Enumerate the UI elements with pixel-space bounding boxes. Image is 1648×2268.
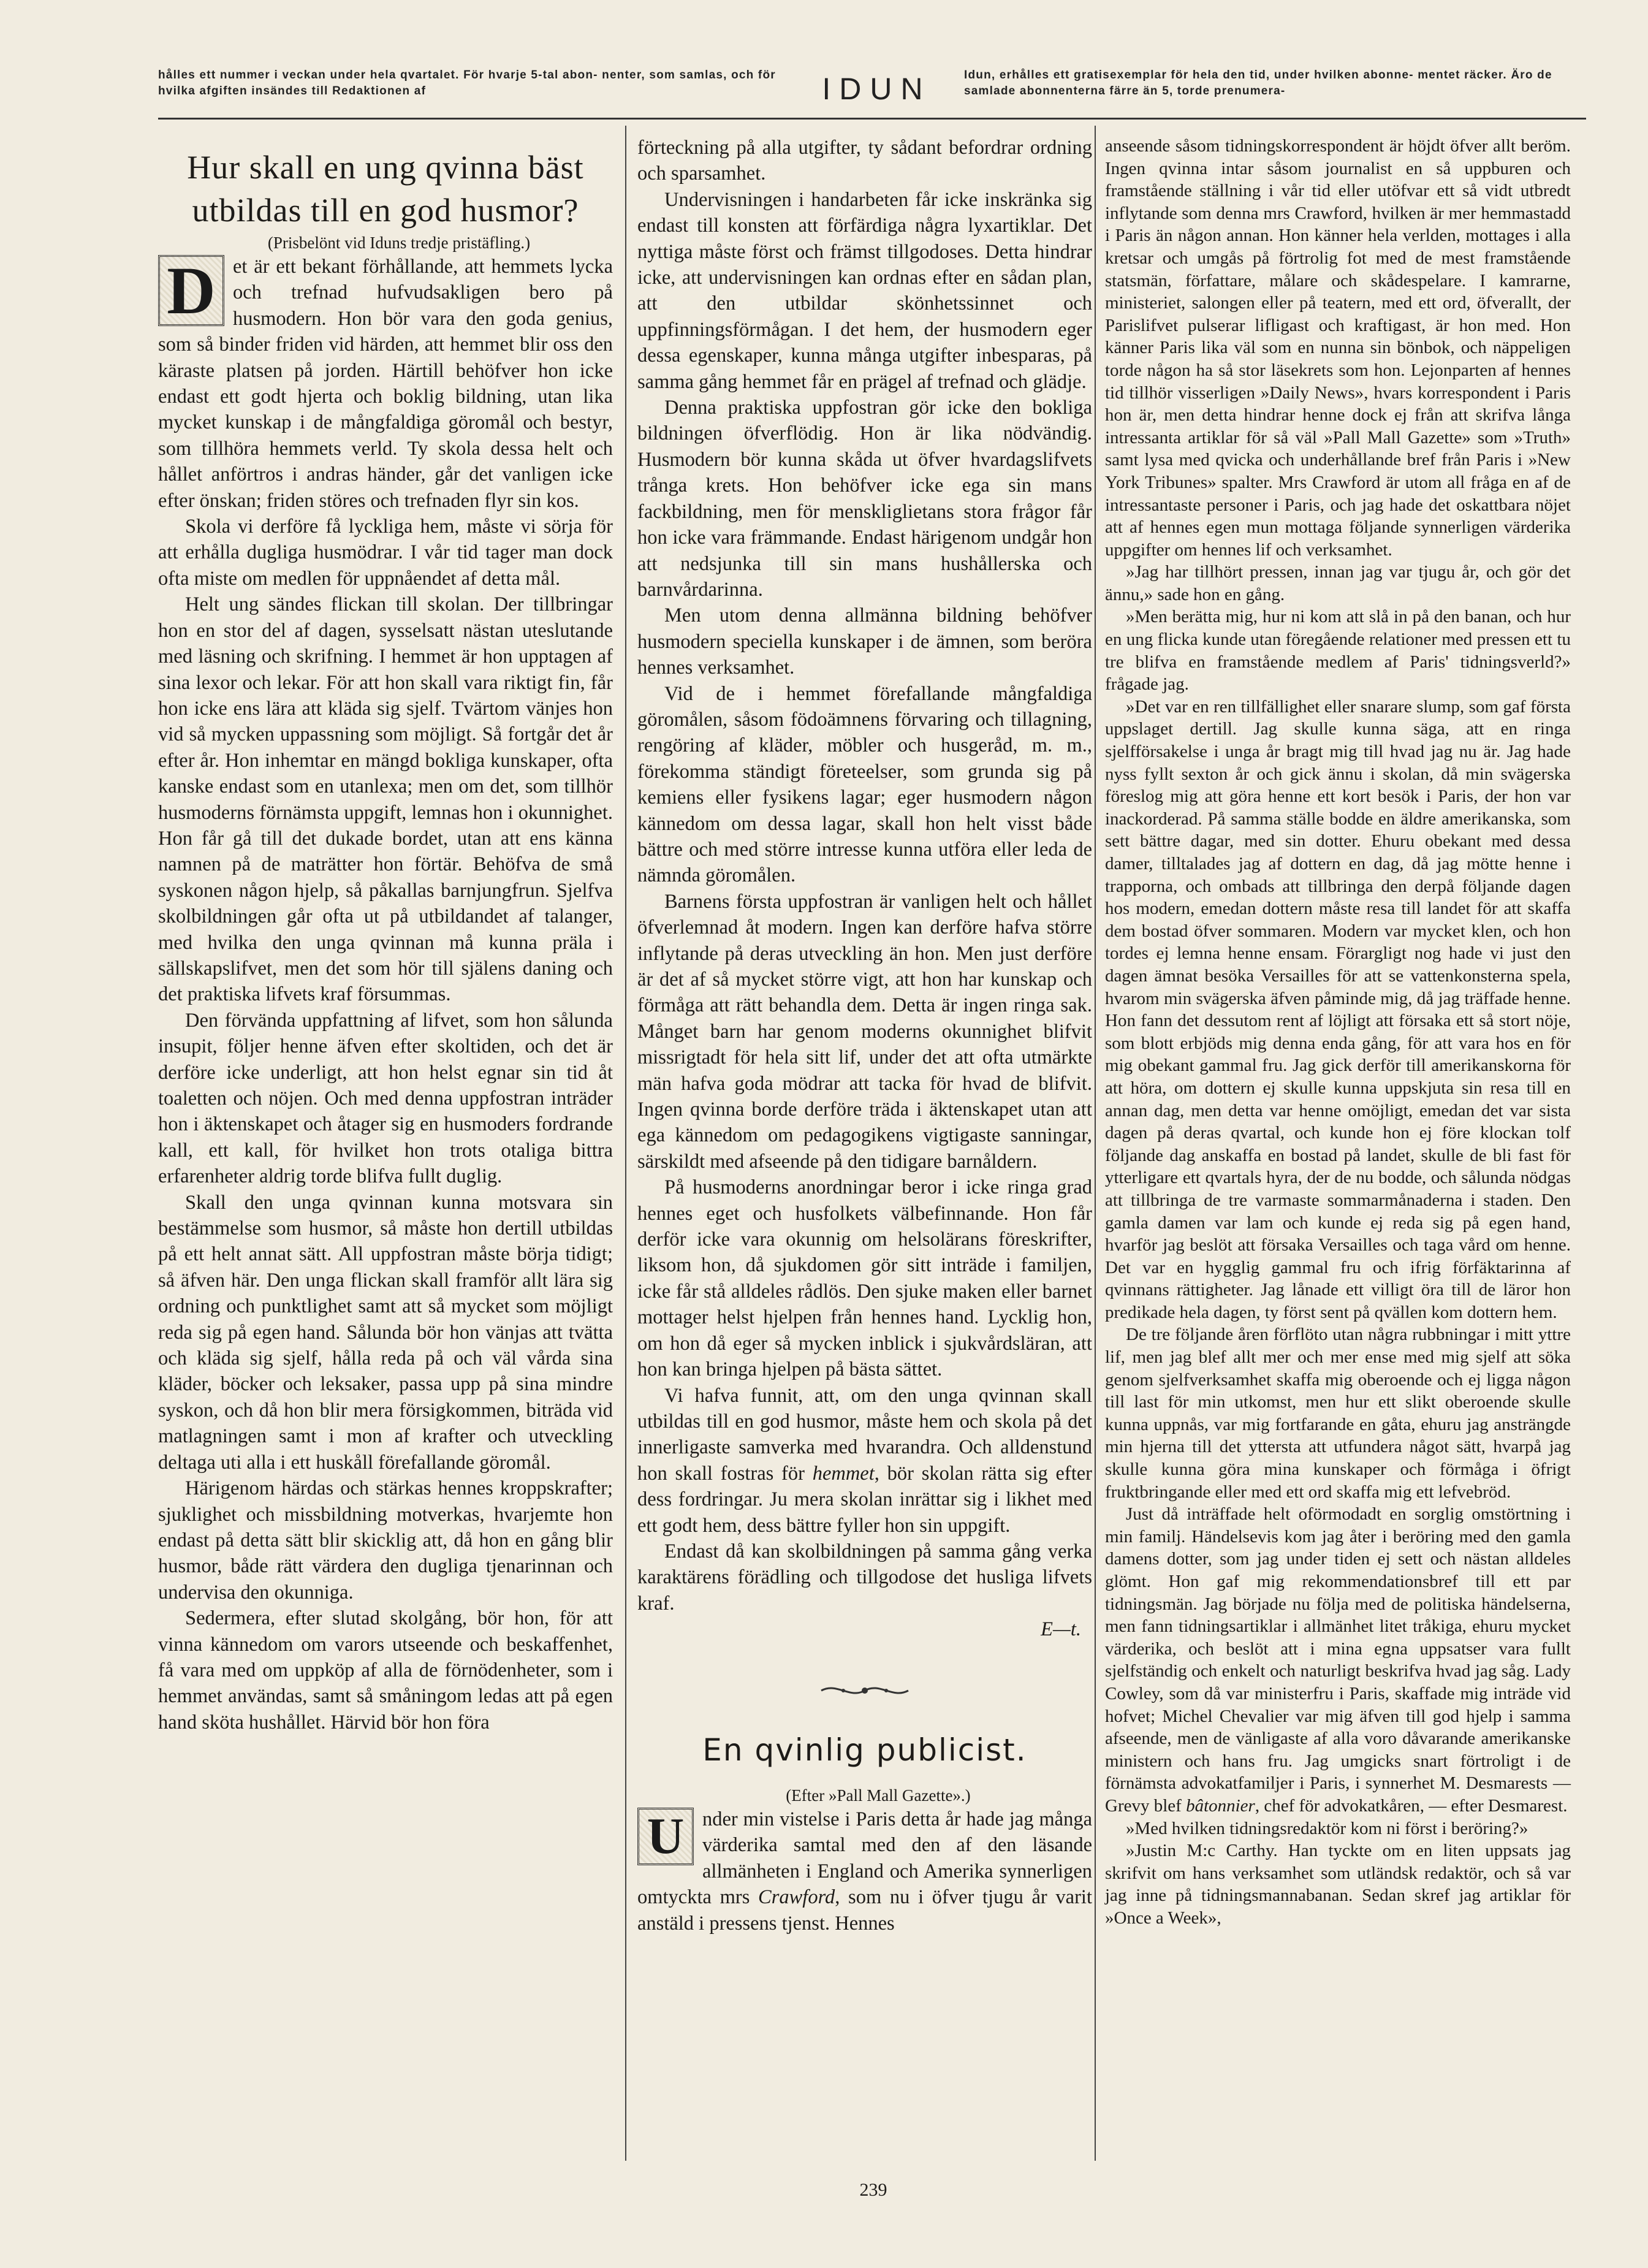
masthead: IDUN xyxy=(822,72,932,106)
flourish-icon xyxy=(819,1681,911,1700)
paragraph-text: nder min vistelse i Paris detta år hade jag många värderika samtal med den af den läsande allmänheten i England och Amerika synnerligen omtyckta mrs xyxy=(637,1808,1092,1909)
paragraph: Denna praktiska uppfostran gör icke den bokliga bildningen öfverflödig. Hon är lika nödvändig. Husmodern bör kunna skåda ut öfver hvardagslifvets trånga krets. Hon behöfver icke ega sin mans fackbildning, men för menskliglietans stora frågor får hon icke vara främmande. Endast härigenom undgår hon att nedsjunka till sin mans hushållerska och barnvårdarinna. xyxy=(637,397,1092,601)
column-divider xyxy=(1095,126,1096,2161)
column-3 xyxy=(1105,135,1571,1930)
paragraph: Skola vi derföre få lyckliga hem, måste vi sörja för att erhålla dugliga husmödrar. I vår tid tager man dock ofta miste om medlen för uppnåendet af detta mål. xyxy=(158,516,613,590)
dropcap-letter: U xyxy=(647,1807,685,1865)
paragraph: »Jag har tillhört pressen, innan jag var tjugu år, och gör det ännu,» sade hon en gång. xyxy=(1105,562,1571,604)
dropcap-ornament xyxy=(637,1808,694,1865)
paragraph: »Men berätta mig, hur ni kom att slå in på den banan, och hur en ung flicka kunde utan föregående relationer med pressen ett tu tre blifva en framstående medlem af Paris' tidningsverld?» frågade jag. xyxy=(1105,607,1571,694)
paragraph-text: , som nu i öfver tjugu år varit anstäld i pressens tjenst. Hennes xyxy=(637,1886,1092,1935)
paragraph xyxy=(1105,1503,1571,1817)
paragraph: Endast då kan skolbildningen på samma gång verka karaktärens förädling och tillgodose det husliga lifvets kraf. xyxy=(637,1540,1092,1615)
header-left-text: hålles ett nummer i veckan under hela qvartalet. För hvarje 5-tal abon- nenter, som samlas, och för hvilka afgiften insändes till Redaktionen af xyxy=(158,69,776,97)
paragraph: De tre följande åren förflöto utan några rubbningar i mitt yttre lif, men jag blef allt mer och mer ense med mig sjelf att söka genom sjelfverksamhet skaffa mig oberoende och ej ligga någon till last för min utkomst, men hur ett slikt oberoende skulle kunna uppnås, var mig fortfarande en gåta, ehuru jag ansträngde min hjerna till det yttersta att utfundera något sätt, hvarpå jag skulle kunna göra mina kunskaper och förmåga i öfrigt fruktbringande eller med ett ord skaffa mig ett lefvebröd. xyxy=(1105,1325,1571,1502)
paragraph: Undervisningen i handarbeten får icke inskränka sig endast till konsten att förfärdiga några lyxartiklar. Det nyttiga måste först och främst tillgodoses. Detta hindrar icke, att undervisningen kan ordnas efter en sådan plan, att den utbildar skönhetssinnet och uppfinningsförmågan. I det hem, der husmodern eger dessa egenskaper, kunna många utgifter inbesparas, på samma gång hemmet får en prägel af trefnad och glädje. xyxy=(637,188,1092,393)
paragraph xyxy=(158,254,613,514)
author-signature: E—t. xyxy=(1041,1618,1081,1641)
emphasis-text: bâtonnier xyxy=(1186,1795,1255,1816)
paragraph-text: Just då inträffade helt oförmodadt en sorglig omstörtning i min familj. Händelsevis kom jag åter i beröring med den gamla damens dotter, som jag under tiden ej sett och nästan alldeles glömt. Hon gaf mig rekommendationsbref till ett par tidningsmän. Jag började nu följa med de politiska händelserna, men fann tidningsartiklar i allmänhet litet tråkiga, ehuru mycket värderika, och beslöt att i mina egna uppsatser vara fullt sjelfständig och enkelt och naturligt beskrifva hvad jag såg. Lady Cowley, som då var ministerfru i Paris, skaffade mig inträde vid hofvet; Michel Chevalier var mig äfven till god hjelp i samma afseende, men de vänligaste af alla voro dåvarande amerikanske ministern och hans fru. Jag umgicks snart förtroligt i de förnämsta advokatfamiljer i Paris, i synnerhet M. Desmarests — Grevy blef xyxy=(1105,1504,1571,1816)
column-divider xyxy=(625,126,626,2161)
dropcap-ornament xyxy=(158,255,224,326)
paragraph: »Justin M:c Carthy. Han tyckte om en liten uppsats jag skrifvit om hans verksamhet som utländsk redaktör, och så var jag inne på tidningsmannabanan. Sedan skref jag artiklar för »Once a Week», xyxy=(1105,1841,1571,1928)
article-subtitle: (Prisbelönt vid Iduns tredje pristäfling.) xyxy=(267,234,531,252)
paragraph: Helt ung sändes flickan till skolan. Der tillbringar hon en stor del af dagen, sysselsatt nästan uteslutande med läsning och skrifning. I hemmet är hon upptagen af sina lexor och lekar. För att hon skall vara riktigt fin, får hon icke ens lära att kläda sig sjelf. Tvärtom vänjes hon vid så mycken uppassning som möjligt. Så fortgår det år efter år. Hon inhemtar en mängd bokliga kunskaper, ofta kanske endast som en utanlexa; men om det, som tillhör husmoderns förnämsta uppgift, lemnas hon i okunnighet. Hon får gå till det dukade bordet, utan att ens känna namnen på de maträtter hon förtär. Behöfva de små syskonen någon hjelp, så påkallas barnjungfrun. Sjelfva skolbildningen går ofta ut på utbildandet af talanger, med hvilka den unga qvinnan må kunna präla i sällskapslifvet, men det som hör till själens daning och det praktiska lifvets kraf försummas. xyxy=(158,593,613,1006)
dropcap-letter: D xyxy=(167,253,216,328)
paragraph: Barnens första uppfostran är vanligen helt och hållet öfverlemnad åt modern. Ingen kan derföre hafva större inflytande på deras utveckling än hon. Men just derföre är det af så mycket större vigt, att hon har kunskap och förmåga att rätt behandla dem. Detta är ingen ringa sak. Månget barn har genom moderns okunnighet blifvit missrigtadt för hela sitt lif, under det att ofta utmärkte män hafva goda mödrar att tacka för hvad de blifvit. Ingen qvinna borde derföre träda i äktenskapet utan att ega kännedom om pedagogikens vigtigaste sanningar, särskildt med afseende på den tidigare barnåldern. xyxy=(637,890,1092,1173)
paragraph xyxy=(637,1806,1092,1936)
emphasis-text: Crawford xyxy=(758,1886,835,1909)
column-2 xyxy=(637,135,1092,1936)
header-rule xyxy=(158,118,1586,120)
paragraph: »Med hvilken tidningsredaktör kom ni först i beröring?» xyxy=(1126,1818,1528,1838)
article-subtitle: (Efter »Pall Mall Gazette».) xyxy=(786,1786,971,1805)
paragraph: Den förvända uppfattning af lifvet, som hon sålunda insupit, följer henne äfven efter skoltiden, och det är derföre icke underligt, att hon helst egnar sin tid åt toaletten och nöjen. Och med denna uppfostran inträder hon i äktenskapet och åtager sig en husmoders fordrande kall, ett kall, för hvilket hon trots otaliga bittra erfarenheter aldrig torde blifva fullt duglig. xyxy=(158,1009,613,1188)
article-title: En qvinlig publicist. xyxy=(702,1732,1027,1768)
paragraph-text: , chef för advokatkåren, — efter Desmarest. xyxy=(1255,1795,1568,1816)
article-title: Hur skall en ung qvinna bäst utbildas till en god husmor? xyxy=(187,149,584,229)
header-right-text: Idun, erhålles ett gratisexemplar för hela den tid, under hvilken abonne- mentet räcker. Äro de samlade abonnenterna färre än 5, torde prenumera- xyxy=(964,69,1552,97)
paragraph: anseende såsom tidningskorrespondent är höjdt öfver allt beröm. Ingen qvinna intar såsom journalist en så uppburen och framstående ställning i vår tid eller utöfvar ett så vidt utbredt inflytande som denna mrs Crawford, hvilken är mer hemmastadd i Paris än någon annan. Hon känner hela verlden, mottages i alla kretsar och umgås på förtrolig fot med de mest framstående statsmän, författare, målare och skådespelare. I kamrarne, ministeriet, salongen eller på teatern, med ett ord, öfverallt, der Parislifvet pulserar lifligast och kraftigast, är hon med. Hon känner Paris lika väl som en nunna sin bönbok, och näppeligen torde någon ha så stor läsekrets som hon. Lejonparten af hennes tid tillhör visserligen »Daily News», hvars korrespondent i Paris hon är, men detta hindrar henne dock ej från att skrifva långa intressanta artiklar för så väl »Pall Mall Gazette» som »Truth» samt lysa med qvicka och underhållande bref från Paris i »New York Tribunes» spalter. Mrs Crawford är utom all fråga en af de intressantaste personer i Paris, och jag hade det oskattbara nöjet att af hennes egen mun mottaga följande synnerligen värderika uppgifter om hennes lif och verksamhet. xyxy=(1105,136,1571,560)
paragraph xyxy=(637,1383,1092,1539)
emphasis-text: hemmet xyxy=(812,1462,875,1485)
paragraph: förteckning på alla utgifter, ty sådant befordrar ordning och sparsamhet. xyxy=(637,137,1092,185)
paragraph-text: Vi hafva funnit, att, om den unga qvinnan skall utbildas till en god husmor, måste hem och skola på det innerligaste samverka med hvarandra. Och alldenstund hon skall fostras för xyxy=(637,1384,1092,1485)
paragraph-text: , bör skolan rätta sig efter dess fordringar. Ju mera skolan inrättar sig i likhet med ett godt hem, dess bättre fyller hon sin uppgift. xyxy=(637,1462,1092,1537)
divider-ornament xyxy=(637,1681,1092,1707)
paragraph: »Det var en ren tillfällighet eller snarare slump, som gaf första uppslaget dertill. Jag skulle kunna säga, att en ringa sjelfförsakelse i unga år bragt mig till hvad jag nu är. Jag hade nyss fyllt sexton år och gick ännu i skolan, då min svägerska föreslog mig att göra henne ett kort besök i Paris, der hon var inackorderad. På samma ställe bodde en äldre amerikanska, som sett bättre dagar, med sin dotter. Ehuru obekant med dessa damer, tilltalades jag af dottern en dag, då jag mötte henne i trapporna, och ombads att tillbringa den derpå följande dagen hos modern, emedan dottern måste resa till landet för att skaffa dem bostad öfver sommaren. Modern var mycket klen, och hon tordes ej lemna henne ensam. Förargligt nog hade vi just den dagen ämnat besöka Versailles för att se vattenkonsterna spela, hvarom min svägerska äfven påminde mig, då jag träffade henne. Hon fann det dessutom rent af löjligt att försaka ett så stort nöje, som blott erbjöds mig denna enda gång, för att vara hos en för mig obekant gammal fru. Jag gick derför till amerikanskorna för att höra, om dottern ej skulle kunna uppskjuta sin resa till en annan dag, men detta var henne omöjligt, emedan det var sista dagen på deras qvartal, och kunde hon ej före klockan tolf följande dag anskaffa en bostad på landet, skulle de bli fast för ytterligare ett qvartals hyra, der de nu bodde, och sålunda nödgas att tillbringa de tre varmaste sommarmånaderna i staden. Den gamla damen var lam och kunde ej reda sig på egen hand, hvarför jag beslöt att försaka Versailles och taga vård om henne. Det var en hygglig gammal fru och ifrig förfäktarinna af qvinnans rättigheter. Jag lånade ett villigt öra till de läror hon predikade hela dagen, ty först sent på qvällen kom dottern hem. xyxy=(1105,696,1571,1322)
paragraph-text: et är ett bekant förhållande, att hemmets lycka och trefnad hufvudsakligen bero på husmodern. Hon bör vara den goda genius, som så binder friden vid härden, att hemmet blir oss den käraste platsen på jorden. Härtill behöfver hon icke endast ett godt hjerta och boklig bildning, utan lika mycket kunskap i de mångfaldiga göromål och bestyr, som tillhöra hemmets verld. Ty skola dessa helt och hållet anförtros i andras händer, går det vanligen icke efter önskan; friden störes och trefnaden flyr sin kos. xyxy=(158,256,613,512)
paragraph: Men utom denna allmänna bildning behöfver husmodern speciella kunskaper i de ämnen, som beröra hennes verksamhet. xyxy=(637,604,1092,679)
paragraph: Härigenom härdas och stärkas hennes kroppskrafter; sjuklighet och missbildning motverkas, hvarjemte hon endast på detta sätt blir skicklig att, då hon en gång blir husmor, både rätt värdera den dugliga tjenarinnan och undervisa den okunniga. xyxy=(158,1477,613,1604)
paragraph: Sedermera, efter slutad skolgång, bör hon, för att vinna kännedom om varors utseende och beskaffenhet, få vara med om uppköp af alla de förnödenheter, som i hemmet användas, samt så småningom ledas att på egen hand sköta hushållet. Härvid bör hon föra xyxy=(158,1607,613,1733)
paragraph: Vid de i hemmet förefallande mångfaldiga göromålen, såsom födoämnens förvaring och tillagning, rengöring af kläder, möbler och husgeråd, m. m., förekomma ständigt företeelser, som grunda sig på kemiens eller fysikens lagar; eger husmodern någon kännedom om dessa lagar, skall hon helt visst både bättre och med större intresse kunna utföra eller leda de nämnda göromålen. xyxy=(637,682,1092,887)
paragraph: På husmoderns anordningar beror i icke ringa grad hennes eget och husfolkets välbefinnande. Hon får derför icke vara okunnig om helsolärans föreskrifter, liksom hon, då sjukdomen gör sitt inträde i familjen, icke får stå alldeles rådlös. Den sjuke maken eller barnet mottager helst hjelpen från hennes hand. Lycklig hon, om hon då eger så mycken inblick i sjukvårdsläran, att hon kan bringa hjelpen på bästa sättet. xyxy=(637,1176,1092,1381)
column-1 xyxy=(158,135,613,1735)
paragraph: Skall den unga qvinnan kunna motsvara sin bestämmelse som husmor, så måste hon dertill utbildas på ett helt annat sätt. All uppfostran måste börja tidigt; så äfven här. Den unga flickan skall framför allt lära sig ordning och punktlighet samt att så mycket som möjligt reda sig på egen hand. Sålunda bör hon vänjas att tvätta och kläda sig sjelf, hålla reda på och väl vårda sina kläder, böcker och leksaker, passa upp på sina mindre syskon, och då hon blir mera försigkommen, biträda vid matlagningen samt i mon af krafter och utveckling deltaga uti alla i ett huskåll förefallande göromål. xyxy=(158,1191,613,1474)
page-number: 239 xyxy=(859,2180,887,2200)
running-header xyxy=(158,67,1586,113)
